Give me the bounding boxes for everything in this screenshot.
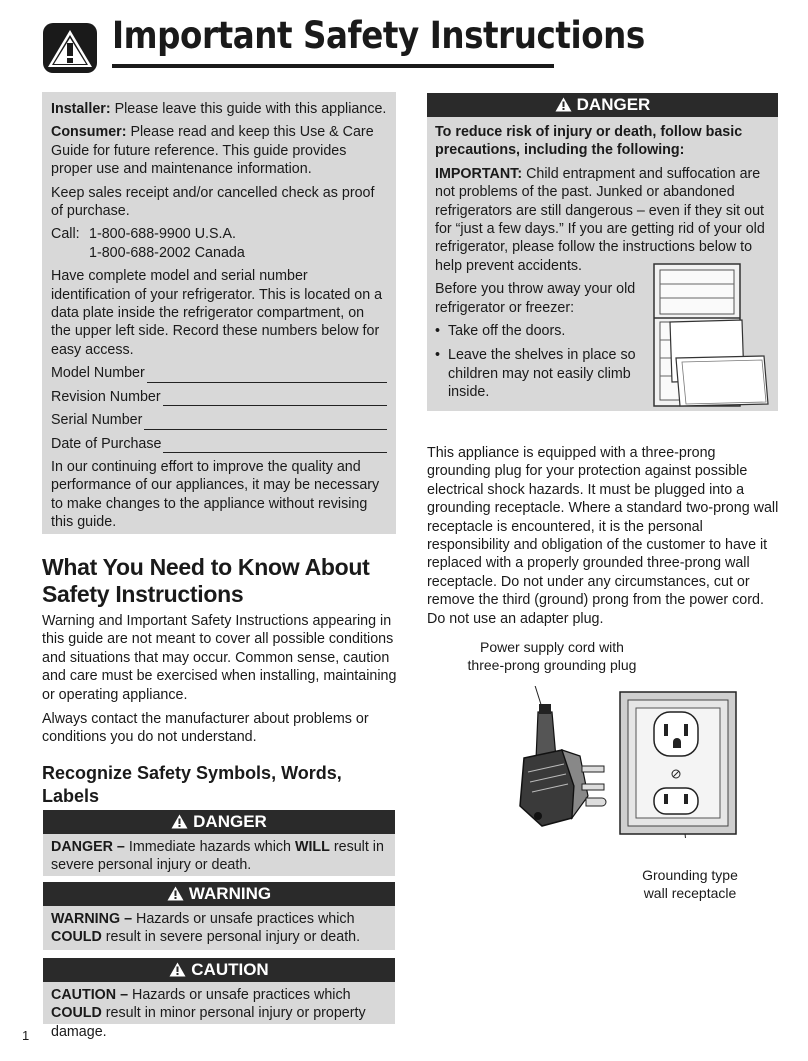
warning-triangle-icon <box>169 962 186 977</box>
list-item: • Take off the doors. <box>435 322 648 340</box>
contact-paragraph: Always contact the manufacturer about problems or conditions you do not understand. <box>42 711 369 746</box>
danger-signal-bar <box>43 810 395 834</box>
danger-description <box>43 834 395 876</box>
receipt-text: Keep sales receipt and/or cancelled check as proof of purchase. <box>51 184 375 220</box>
warning-signal-bar <box>43 882 395 906</box>
desc-text: result in severe personal injury or death. <box>101 929 361 946</box>
danger-intro: To reduce risk of injury or death, follow basic precautions, including the following: <box>435 124 743 159</box>
sub-heading: Recognize Safety Symbols, Words, Labels <box>42 763 342 806</box>
warning-paragraph: Warning and Important Safety Instructions appearing in this guide are not meant to cover all possible conditions and situations that may occur. Common sense, caution and care must be exercised when installing, maintaining or operating appliance. <box>42 613 397 703</box>
revision-number-field[interactable] <box>51 388 387 406</box>
caption-line: wall receptacle <box>643 885 737 901</box>
strong-word: COULD <box>51 929 102 946</box>
serial-number-field[interactable] <box>51 411 387 429</box>
consumer-label: Consumer: <box>51 124 127 141</box>
call-label: Call: <box>51 226 80 243</box>
signal-label: DANGER <box>193 812 267 831</box>
exclamation-warning-icon <box>42 22 98 74</box>
warning-triangle-icon <box>555 97 572 112</box>
model-number-field[interactable] <box>51 364 387 382</box>
receptacle-caption <box>620 866 760 902</box>
fill-line <box>163 438 387 453</box>
installer-info-box <box>42 92 396 534</box>
improve-text: In our continuing effort to improve the quality and performance of our appliances, it may be necessary to make changes to the appliance without revising this guide. <box>51 458 380 531</box>
phone-usa: 1-800-688-9900 U.S.A. <box>89 226 237 243</box>
term: CAUTION – <box>51 987 129 1003</box>
installer-label: Installer: <box>51 101 111 117</box>
model-text: Have complete model and serial number identification of your refrigerator. This is located on a data plate inside the refrigerator compartment, on the upper left side. Record these numbers below for easy access. <box>51 268 383 358</box>
phone-canada: 1-800-688-2002 Canada <box>89 244 245 261</box>
section-heading: What You Need to Know About Safety Instructions <box>42 554 370 607</box>
title-underline <box>112 64 554 68</box>
desc-text: result in minor personal injury or property damage. <box>51 1005 366 1040</box>
before-text: Before you throw away your old refrigerator or freezer: <box>435 281 636 316</box>
plug-and-receptacle-illustration <box>502 686 740 838</box>
desc-text: result in severe personal injury or death. <box>51 839 384 874</box>
fill-line <box>163 391 387 406</box>
signal-label: WARNING <box>188 884 272 903</box>
term: WARNING – <box>51 911 133 927</box>
desc-text: Immediate hazards which <box>124 839 295 855</box>
field-label: Serial Number <box>51 412 143 429</box>
term: DANGER – <box>51 839 125 855</box>
refrigerator-doors-removed-illustration <box>652 262 772 408</box>
caption-line: Power supply cord with <box>480 639 624 655</box>
caution-signal-bar <box>43 958 395 982</box>
important-text: Child entrapment and suffocation are not problems of the past. Junked or abandoned refrigerators are still dangerous – even if they sit out for “just a few days.” If you are getting rid of your old refrigerator, please follow the instructions below to help prevent accidents. <box>435 165 765 274</box>
installer-text: Please leave this guide with this appliance. <box>114 101 387 117</box>
strong-word: WILL <box>294 839 330 855</box>
caution-description <box>43 982 395 1040</box>
danger-box-header <box>427 93 778 117</box>
strong-word: COULD <box>51 1005 102 1022</box>
grounding-paragraph: This appliance is equipped with a three-prong grounding plug for your protection against possible electrical shock hazards. It must be plugged into a grounding receptacle. Where a standard two-prong wall receptacle is encountered, it is the personal responsibility and obligation of the customer to have it replaced with a properly grounded three-prong wall receptacle. Do not under any circumstances, cut or remove the third (ground) prong from the power cord. Do not use an adapter plug. <box>427 445 779 627</box>
cord-caption <box>427 638 677 674</box>
field-label: Revision Number <box>51 388 161 405</box>
consumer-text: Please read and keep this Use & Care Guide for future reference. This guide provides proper use and maintenance information. <box>51 124 374 178</box>
field-label: Model Number <box>51 365 145 382</box>
desc-text: Hazards or unsafe practices which <box>128 987 351 1003</box>
page-title: Important Safety Instructions <box>112 14 645 57</box>
desc-text: Hazards or unsafe practices which <box>132 911 355 927</box>
list-item: • Leave the shelves in place so children may not easily climb inside. <box>435 346 648 401</box>
warning-triangle-icon <box>171 814 188 829</box>
caption-line: Grounding type <box>642 867 738 883</box>
field-label: Date of Purchase <box>51 435 162 452</box>
important-label: IMPORTANT: <box>435 165 523 182</box>
fill-line <box>147 368 387 383</box>
phone-block <box>51 225 387 262</box>
date-of-purchase-field[interactable] <box>51 435 387 453</box>
page-number: 1 <box>22 1028 30 1043</box>
warning-triangle-icon <box>167 886 184 901</box>
caption-line: three-prong grounding plug <box>467 657 637 673</box>
signal-label: CAUTION <box>191 960 269 979</box>
warning-description <box>43 906 395 950</box>
fill-line <box>144 415 387 430</box>
signal-label: DANGER <box>576 95 651 114</box>
